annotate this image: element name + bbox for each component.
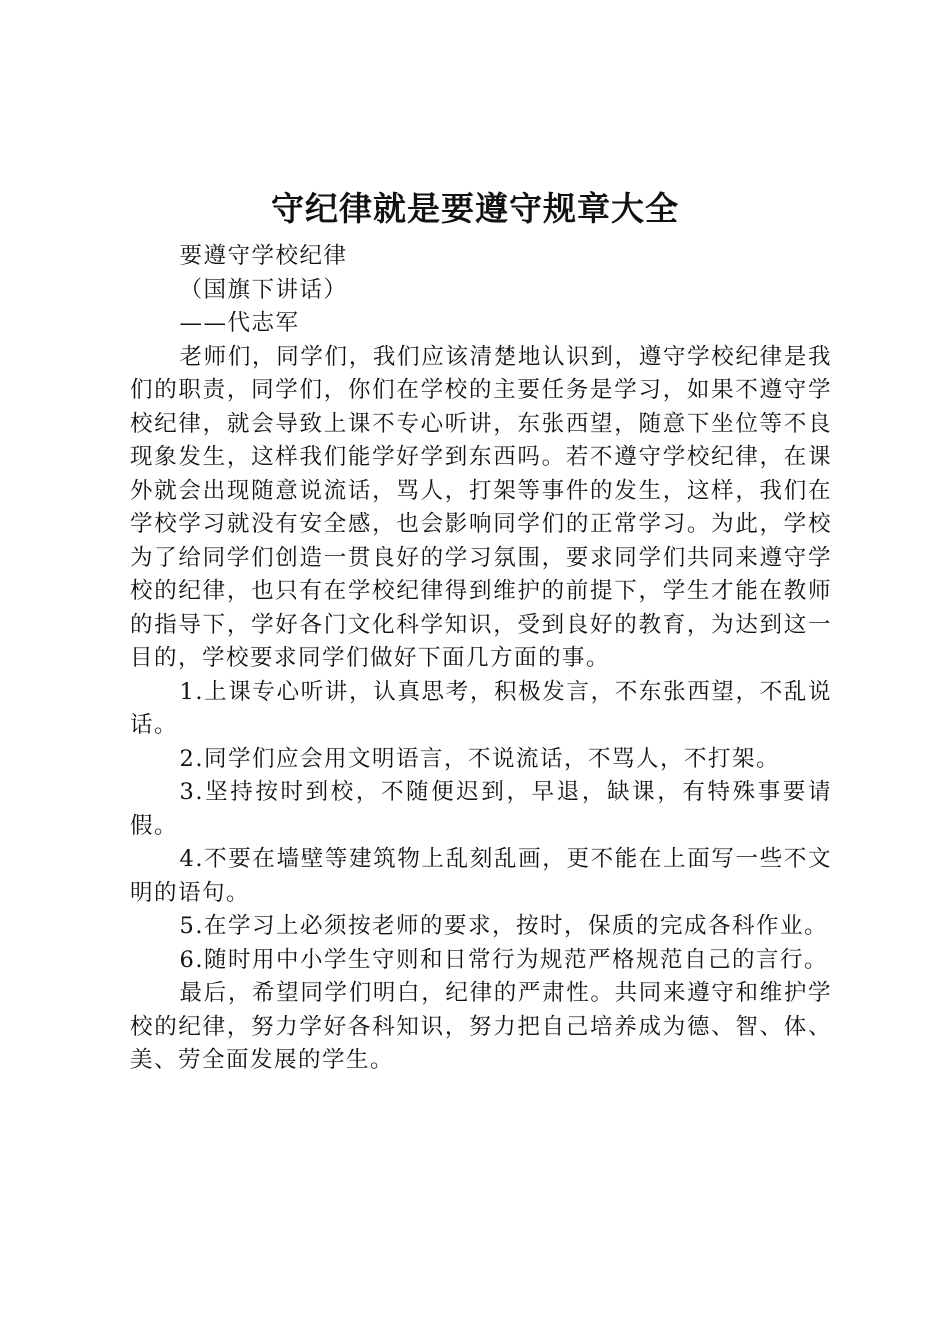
rule-item-5: 5.在学习上必须按老师的要求，按时，保质的完成各科作业。	[179, 913, 828, 939]
rule-item-2: 2.同学们应会用文明语言，不说流话，不骂人，不打架。	[179, 745, 780, 772]
rule-item-1: 1.上课专心听讲，认真思考，积极发言，不东张西望，不乱说话。	[130, 678, 832, 738]
rule-item-4: 4.不要在墙壁等建筑物上乱刻乱画，更不能在上面写一些不文明的语句。	[130, 846, 832, 906]
document-body	[130, 240, 832, 1078]
intro-paragraph: 老师们，同学们，我们应该清楚地认识到，遵守学校纪律是我们的职责，同学们，你们在学校的主要任务是学习，如果不遵守学校纪律，就会导致上课不专心听讲，东张西望，随意下坐位等不良现象发生，这样我们能学好学到东西吗。若不遵守学校纪律，在课外就会出现随意说流话，骂人，打架等事件的发生，这样，我们在学校学习就没有安全感，也会影响同学们的正常学习。为此，学校为了给同学们创造一贯良好的学习氛围，要求同学们共同来遵守学校的纪律，也只有在学校纪律得到维护的前提下，学生才能在教师的指导下，学好各门文化科学知识，受到良好的教育，为达到这一目的，学校要求同学们做好下面几方面的事。	[130, 343, 832, 671]
document-title: 守纪律就是要遵守规章大全	[271, 189, 679, 228]
closing-paragraph: 最后，希望同学们明白，纪律的严肃性。共同来遵守和维护学校的纪律，努力学好各科知识，努力把自己培养成为德、智、体、美、劳全面发展的学生。	[130, 980, 832, 1073]
speech-occasion: （国旗下讲话）	[179, 276, 348, 303]
rule-item-3: 3.坚持按时到校，不随便迟到，早退，缺课，有特殊事要请假。	[130, 779, 832, 839]
rule-item-6: 6.随时用中小学生守则和日常行为规范严格规范自己的言行。	[179, 946, 828, 973]
speech-subtitle: 要遵守学校纪律	[179, 243, 348, 269]
speech-author: ——代志军	[179, 310, 300, 336]
